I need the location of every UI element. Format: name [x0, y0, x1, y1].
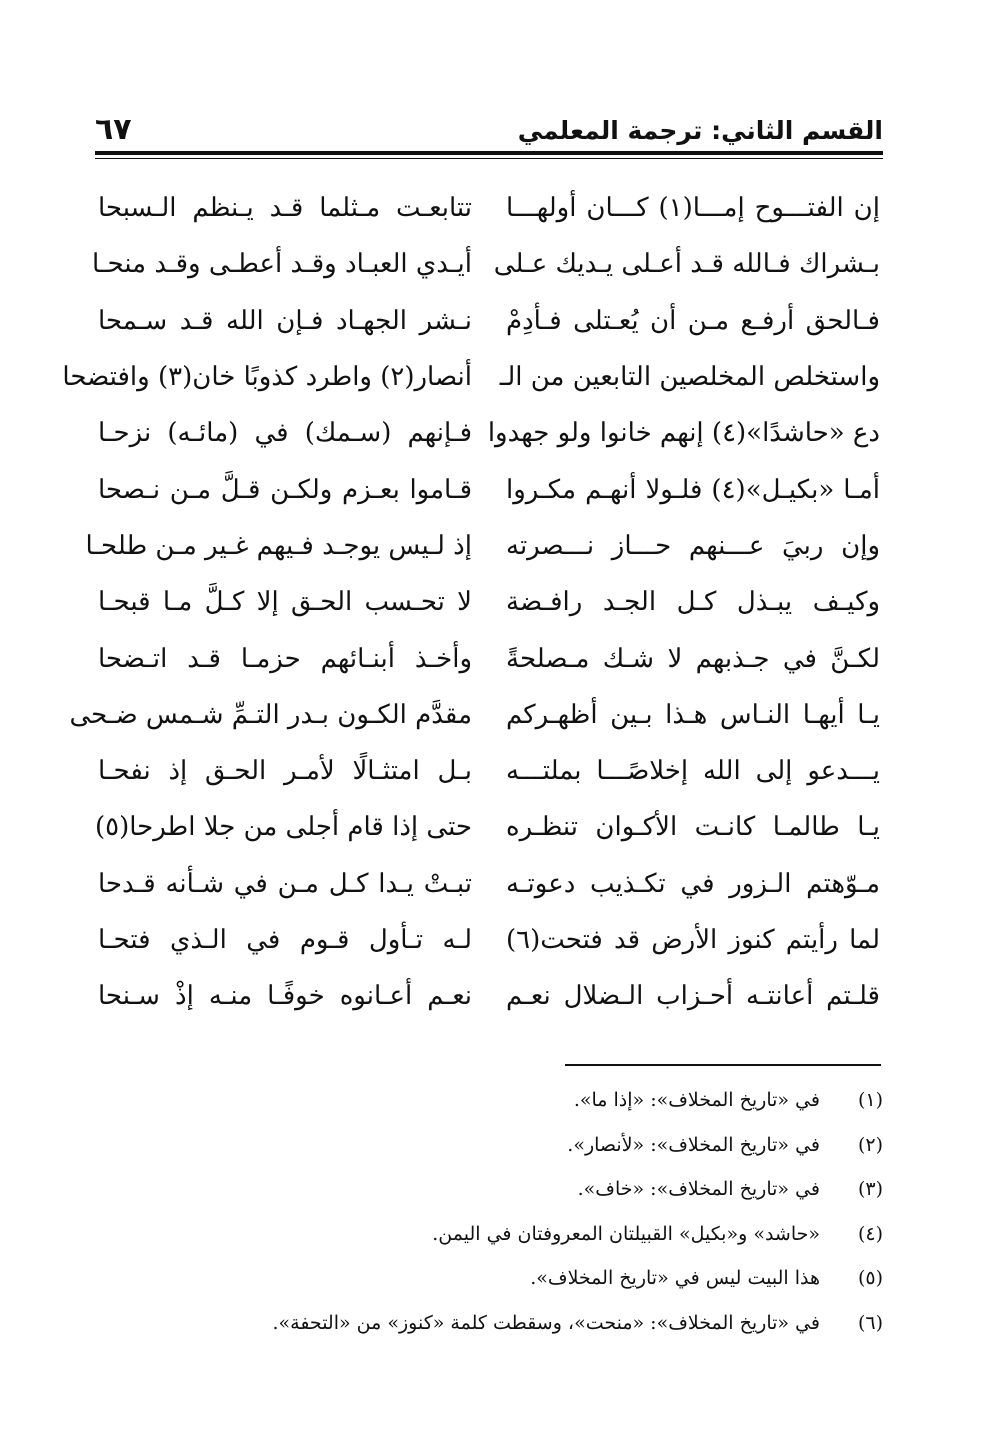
footnote-number: (١)	[857, 1089, 883, 1112]
verse-first-hemistich: إن الفتـــوح إمـــا(١) كـــان أولهـــا	[506, 193, 880, 224]
verse	[92, 236, 880, 292]
header-rule-thin	[95, 158, 883, 159]
running-title: القسم الثاني: ترجمة المعلمي	[517, 116, 883, 145]
verse	[98, 574, 880, 630]
verse-second-hemistich: نعـم أعـانوه خوفًـا منـه إذْ سـنحا	[98, 981, 472, 1012]
footnote-text: هذا البيت ليس في «تاريخ المخلاف».	[530, 1267, 820, 1290]
verse-first-hemistich: يـا طالمـا كانـت الأكـوان تنظـره	[506, 812, 880, 843]
verse-first-hemistich: قلـتم أعانتـه أحـزاب الـضلال نعـم	[506, 981, 880, 1012]
footnote	[83, 1123, 883, 1168]
footnote-separator	[565, 1064, 881, 1066]
footnote	[83, 1301, 883, 1346]
verse-first-hemistich: يـا أيهـا النـاس هـذا بـين أظهـركم	[506, 699, 880, 730]
verse	[69, 687, 880, 743]
footnote-number: (٥)	[857, 1267, 883, 1290]
footnote	[83, 1167, 883, 1212]
verse-second-hemistich: حتى إذا قام أجلى من جلا اطرحا(٥)	[94, 812, 472, 843]
verse-first-hemistich: وكيـف يبـذل كـل الجـد رافـضة	[506, 587, 880, 618]
verse-second-hemistich: لـه تـأول قـوم في الـذي فتحـا	[98, 925, 472, 955]
footnotes	[83, 1078, 883, 1345]
page-number: ٦٧	[95, 112, 132, 147]
verse-second-hemistich: قـاموا بعـزم ولكـن قـلَّ مـن نـصحا	[98, 474, 472, 505]
verse-first-hemistich: بـشراك فـالله قـد أعـلى يـديك عـلى	[493, 249, 880, 280]
verse-first-hemistich: فـالحق أرفـع مـن أن يُعـتلى فـأدِمْ	[506, 305, 880, 336]
verse	[98, 180, 880, 236]
verse-second-hemistich: فـإنهم (سـمك) في (مائـه) نزحـا	[98, 418, 472, 449]
footnote-number: (٣)	[857, 1178, 883, 1201]
verse-second-hemistich: تتابعـت مـثلما قـد يـنظم الـسبحا	[98, 193, 472, 224]
verse-first-hemistich: لما رأيتم كنوز الأرض قد فتحت(٦)	[506, 925, 880, 955]
footnote-number: (٦)	[857, 1311, 883, 1334]
verse	[98, 630, 880, 686]
header-rule-thick	[95, 151, 883, 155]
footnote-text: «حاشد» و«بكيل» القبيلتان المعروفتان في اليمن.	[432, 1222, 820, 1245]
verse-first-hemistich: لكـنَّ في جـذبهم لا شـك مـصلحةً	[506, 643, 880, 674]
verse-first-hemistich: وإن ربيَ عـــنهم حـــاز نـــصرته	[506, 530, 880, 561]
verse	[98, 461, 880, 517]
footnote-text: في «تاريخ المخلاف»: «منحت»، وسقطت كلمة «كنوز» من «التحفة».	[272, 1311, 820, 1334]
footnote-number: (٢)	[857, 1133, 883, 1156]
verse-second-hemistich: وأخـذ أبنـائهم حزمـا قـد اتـضحا	[98, 643, 472, 674]
verse-second-hemistich: تبـتْ يـدا كـل مـن في شـأنه قـدحا	[98, 868, 472, 899]
verse-second-hemistich: أيـدي العبـاد وقـد أعطـى وقـد منحـا	[92, 249, 472, 280]
footnote-text: في «تاريخ المخلاف»: «خاف».	[577, 1178, 820, 1201]
footnote-text: في «تاريخ المخلاف»: «إذا ما».	[573, 1089, 820, 1112]
verse-first-hemistich: يـــدعو إلى الله إخلاصًـــا بملتـــه	[506, 756, 880, 787]
verse	[98, 293, 880, 349]
verse	[98, 968, 880, 1024]
footnote	[83, 1212, 883, 1257]
verse-second-hemistich: إذ لـيس يوجـد فـيهم غـير مـن طلحـا	[85, 530, 472, 561]
verse	[85, 518, 880, 574]
verse	[98, 856, 880, 912]
verse-first-hemistich: دع «حاشدًا»(٤) إنهم خانوا ولو جهدوا	[487, 418, 880, 449]
verse	[98, 743, 880, 799]
verse-second-hemistich: بـل امتثـالًا لأمـر الحـق إذ نفحـا	[98, 756, 472, 787]
verse-second-hemistich: أنصار(٢) واطرد كذوبًا خان(٣) وافتضحا	[62, 362, 472, 393]
footnote	[83, 1256, 883, 1301]
verse-second-hemistich: لا تحـسب الحـق إلا كـلَّ مـا قبحـا	[98, 587, 472, 618]
verse	[98, 912, 880, 968]
footnote-text: في «تاريخ المخلاف»: «لأنصار».	[567, 1133, 820, 1156]
verse-first-hemistich: واستخلص المخلصين التابعين من الـ	[499, 362, 880, 393]
verse	[98, 405, 880, 461]
verse	[62, 349, 880, 405]
verse-second-hemistich: نـشر الجهـاد فـإن الله قـد سـمحا	[98, 305, 472, 336]
verse	[94, 799, 880, 855]
poem	[62, 180, 880, 1024]
footnote	[83, 1078, 883, 1123]
verse-second-hemistich: مقدَّم الكـون بـدر التـمِّ شـمس ضـحى	[69, 699, 472, 730]
verse-first-hemistich: أمـا «بكيـل»(٤) فلـولا أنهـم مكـروا	[506, 474, 880, 505]
footnote-number: (٤)	[857, 1222, 883, 1245]
verse-first-hemistich: مـوّهتم الـزور في تكـذيب دعوتـه	[506, 868, 880, 899]
